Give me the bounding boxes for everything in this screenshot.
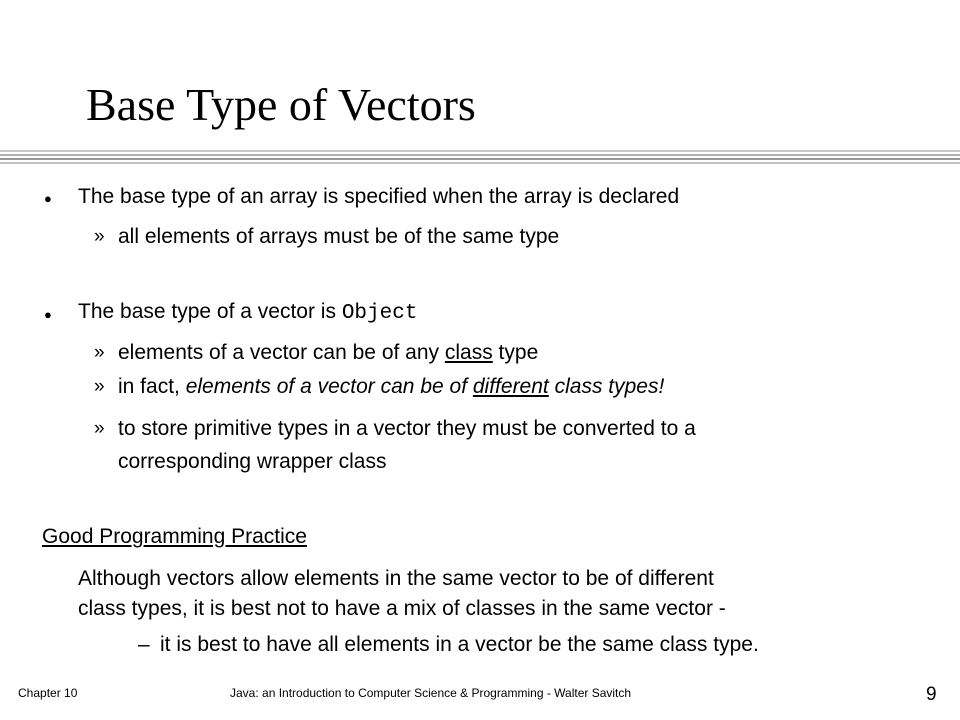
sub-text — [118, 374, 664, 400]
sub-text: all elements of arrays must be of the same type — [118, 225, 560, 248]
footer-chapter: Chapter 10 — [18, 686, 78, 700]
bullet-icon: ● — [44, 191, 52, 206]
sub-text-line1: to store primitive types in a vector they must be converted to a — [118, 417, 696, 440]
bullet-icon: ● — [44, 307, 52, 322]
italic-text: class types! — [548, 375, 665, 398]
bullet-text — [78, 299, 417, 327]
sub-text-part: elements of a vector can be of any — [118, 341, 445, 364]
gpp-heading: Good Programming Practice — [42, 525, 307, 548]
code-object: Object — [341, 302, 418, 325]
bullet-text-prefix: The base type of a vector is — [78, 300, 342, 323]
gpp-line1: Although vectors allow elements in the same vector to be of different — [78, 567, 714, 590]
sub-bullet-icon: » — [94, 376, 105, 397]
underlined-word: class — [444, 341, 493, 364]
sub-text-part: type — [492, 341, 539, 364]
sub-text — [118, 340, 538, 366]
dash-icon: – — [138, 633, 150, 656]
footer-book: Java: an Introduction to Computer Science & Programming - Walter Savitch — [230, 686, 632, 700]
sub-bullet-icon: » — [94, 418, 105, 439]
gpp-dash-text: it is best to have all elements in a vector be the same class type. — [160, 633, 759, 656]
bullet-text: The base type of an array is specified when the array is declared — [78, 185, 680, 208]
italic-text: elements of a vector can be of — [185, 375, 473, 398]
sub-bullet-icon: » — [94, 226, 105, 247]
page-number: 9 — [926, 684, 937, 705]
title-divider — [0, 150, 960, 168]
underlined-word: different — [472, 375, 549, 398]
sub-bullet-icon: » — [94, 342, 105, 363]
slide-title: Base Type of Vectors — [86, 79, 476, 130]
gpp-line2: class types, it is best not to have a mix of classes in the same vector - — [78, 597, 726, 620]
sub-text-line2: corresponding wrapper class — [118, 450, 387, 473]
sub-text-part: in fact, — [118, 375, 186, 398]
